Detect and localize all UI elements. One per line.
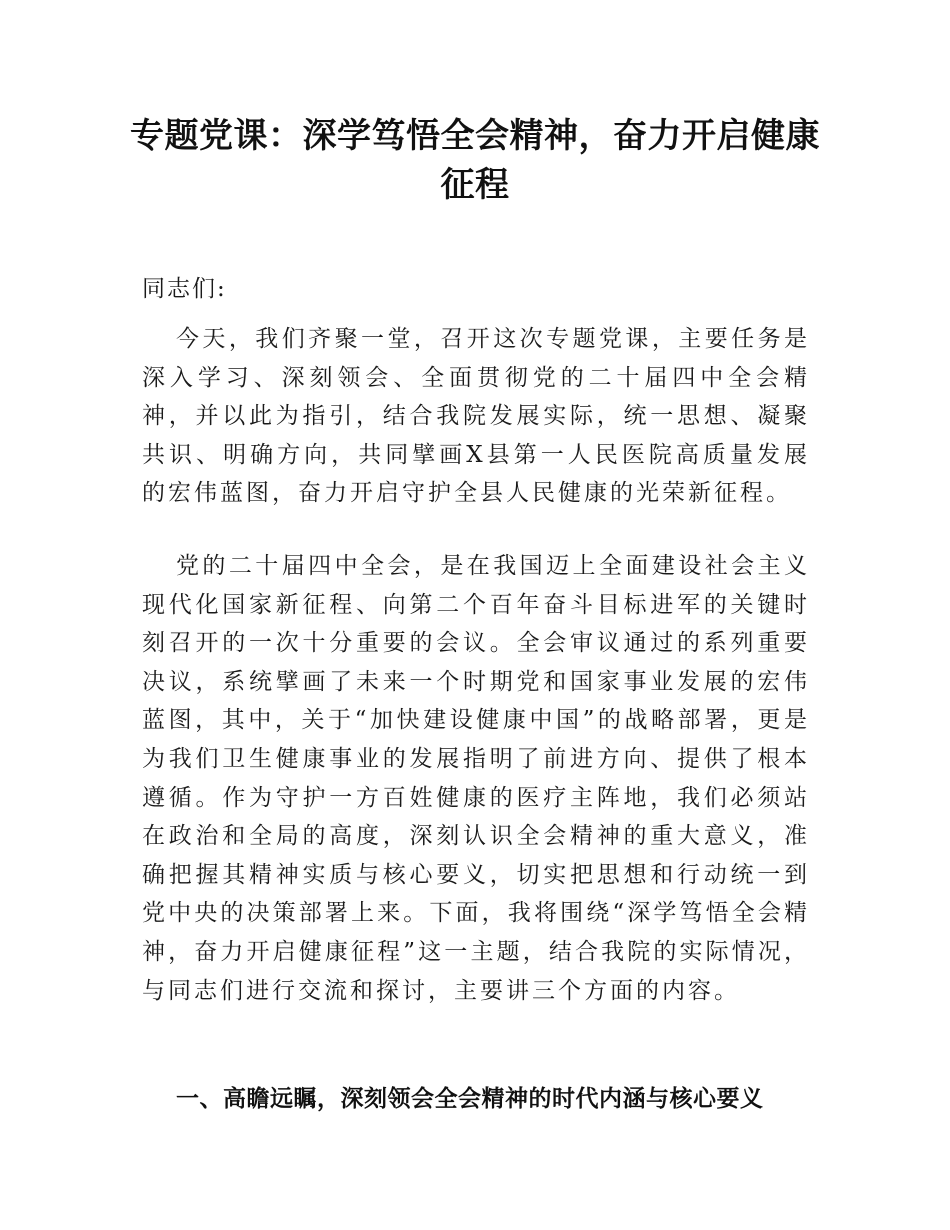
paragraph-plenum: 党的二十届四中全会，是在我国迈上全面建设社会主义现代化国家新征程、向第二个百年奋斗目标进军的关键时刻召开的一次十分重要的会议。全会审议通过的系列重要决议，系统擘画了未来一个时期党和国家事业发展的宏伟蓝图，其中，关于“加快建设健康中国”的战略部署，更是为我们卫生健康事业的发展指明了前进方向、提供了根本遵循。作为守护一方百姓健康的医疗主阵地，我们必须站在政治和全局的高度，深刻认识全会精神的重大意义，准确把握其精神实质与核心要义，切实把思想和行动统一到党中央的决策部署上来。下面，我将围绕“深学笃悟全会精神，奋力开启健康征程”这一主题，结合我院的实际情况，与同志们进行交流和探讨，主要讲三个方面的内容。 — [142, 553, 810, 1004]
paragraph-intro: 今天，我们齐聚一堂，召开这次专题党课，主要任务是深入学习、深刻领会、全面贯彻党的二十届四中全会精神，并以此为指引，结合我院发展实际，统一思想、凝聚共识、明确方向，共同擘画X县第一人民医院高质量发展的宏伟蓝图，奋力开启守护全县人民健康的光荣新征程。 — [142, 326, 810, 507]
document-title: 专题党课：深学笃悟全会精神，奋力开启健康征程 — [130, 116, 820, 205]
section-heading: 一、高瞻远瞩，深刻领会全会精神的时代内涵与核心要义 — [176, 1086, 764, 1112]
salutation: 同志们: — [142, 276, 227, 302]
